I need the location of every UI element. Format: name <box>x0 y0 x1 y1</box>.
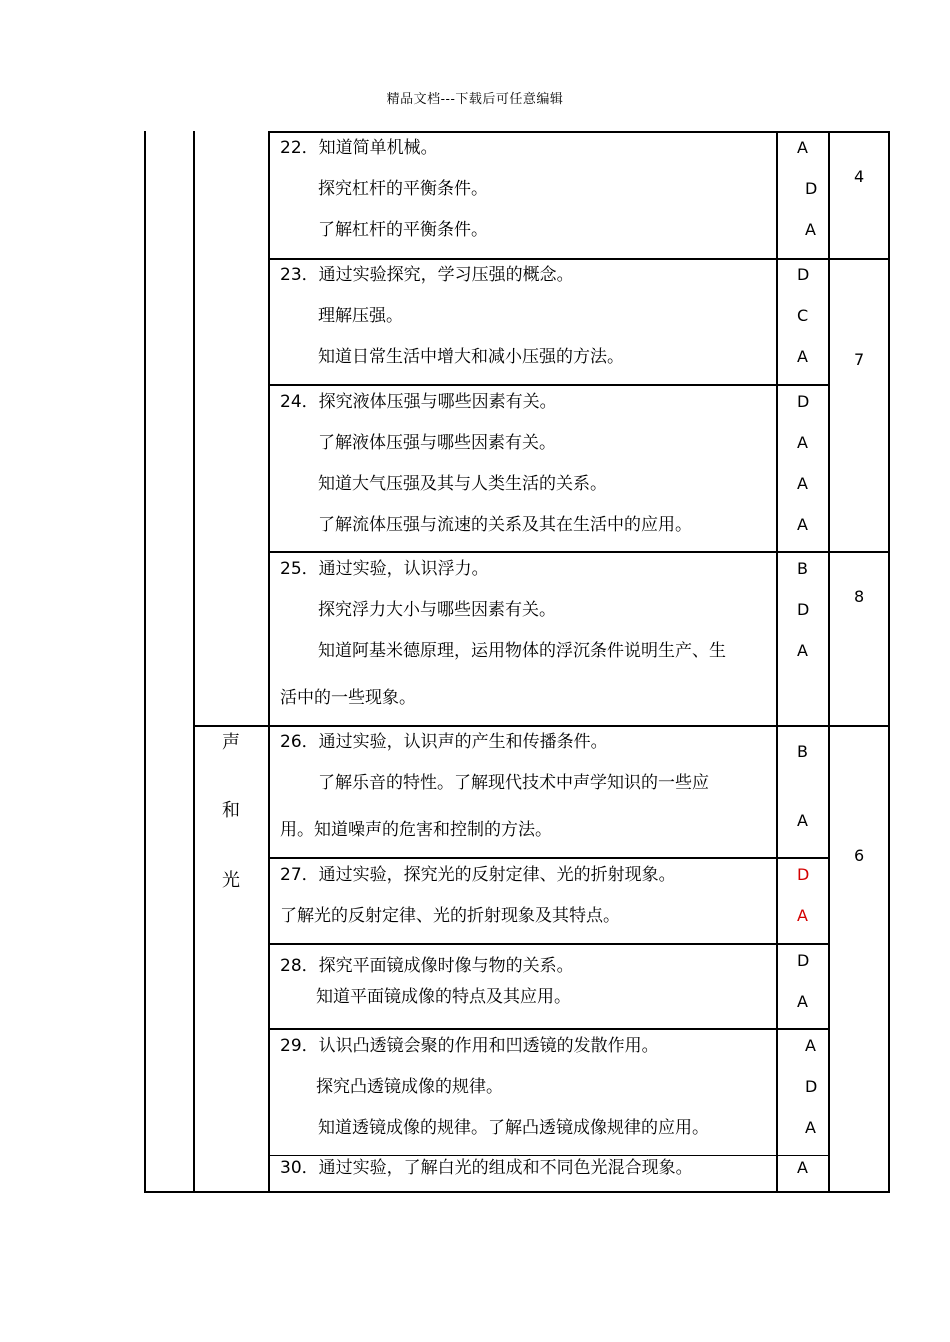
level-code: A <box>797 811 808 830</box>
level-code: A <box>797 1158 808 1177</box>
row-divider <box>268 1155 830 1156</box>
category-char: 和 <box>222 800 240 821</box>
level-code: A <box>805 1036 816 1055</box>
objective-text: 了解光的反射定律、光的折射现象及其特点。 <box>280 906 620 926</box>
objective-text: 28．探究平面镜成像时像与物的关系。 <box>280 956 574 976</box>
hours-value: 8 <box>854 587 865 606</box>
level-code: D <box>805 179 818 198</box>
hours-value: 6 <box>854 846 865 865</box>
objective-text: 知道阿基米德原理，运用物体的浮沉条件说明生产、生 <box>318 641 726 661</box>
row-divider <box>268 258 890 260</box>
objective-text: 29．认识凸透镜会聚的作用和凹透镜的发散作用。 <box>280 1036 659 1056</box>
objective-text: 24．探究液体压强与哪些因素有关。 <box>280 392 557 412</box>
row-divider <box>268 943 830 945</box>
level-code: D <box>797 951 810 970</box>
objective-text: 用。知道噪声的危害和控制的方法。 <box>280 820 552 840</box>
level-code: A <box>805 220 816 239</box>
table-border-right <box>888 131 890 1193</box>
level-code: D <box>797 265 810 284</box>
objective-text: 知道平面镜成像的特点及其应用。 <box>316 987 571 1007</box>
row-divider <box>268 1028 830 1030</box>
level-code: A <box>797 433 808 452</box>
objective-text: 理解压强。 <box>318 306 403 326</box>
objective-text: 30．通过实验，了解白光的组成和不同色光混合现象。 <box>280 1158 693 1178</box>
objective-text: 知道透镜成像的规律。了解凸透镜成像规律的应用。 <box>318 1118 709 1138</box>
hours-value: 4 <box>854 167 865 186</box>
objective-text: 知道日常生活中增大和减小压强的方法。 <box>318 347 624 367</box>
column-divider <box>776 131 778 1193</box>
objective-text: 了解杠杆的平衡条件。 <box>318 220 488 240</box>
objective-text: 了解流体压强与流速的关系及其在生活中的应用。 <box>318 515 692 535</box>
level-code: A <box>797 347 808 366</box>
row-divider <box>193 725 890 727</box>
column-divider <box>828 131 830 1193</box>
level-code-highlighted: D <box>797 865 810 884</box>
level-code: A <box>797 474 808 493</box>
page-header: 精品文档---下载后可任意编辑 <box>386 92 564 107</box>
objective-text: 探究杠杆的平衡条件。 <box>318 179 488 199</box>
objective-text: 了解乐音的特性。了解现代技术中声学知识的一些应 <box>318 773 709 793</box>
row-divider <box>268 551 890 553</box>
level-code: B <box>797 742 808 761</box>
objective-text: 22．知道简单机械。 <box>280 138 438 158</box>
level-code: D <box>805 1077 818 1096</box>
row-divider <box>268 131 890 133</box>
level-code-highlighted: A <box>797 906 808 925</box>
objective-text: 23．通过实验探究，学习压强的概念。 <box>280 265 574 285</box>
level-code: A <box>797 138 808 157</box>
objective-text: 27．通过实验，探究光的反射定律、光的折射现象。 <box>280 865 676 885</box>
level-code: D <box>797 600 810 619</box>
objective-text: 活中的一些现象。 <box>280 688 416 708</box>
category-char: 声 <box>222 732 240 753</box>
category-char: 光 <box>222 870 240 891</box>
level-code: A <box>797 641 808 660</box>
level-code: A <box>797 515 808 534</box>
column-divider <box>193 131 195 1193</box>
level-code: A <box>805 1118 816 1137</box>
objective-text: 26．通过实验，认识声的产生和传播条件。 <box>280 732 608 752</box>
row-divider <box>268 384 830 386</box>
objective-text: 探究凸透镜成像的规律。 <box>316 1077 503 1097</box>
objective-text: 知道大气压强及其与人类生活的关系。 <box>318 474 607 494</box>
level-code: D <box>797 392 810 411</box>
column-divider <box>268 131 270 1193</box>
objective-text: 探究浮力大小与哪些因素有关。 <box>318 600 556 620</box>
level-code: C <box>797 306 809 325</box>
objective-text: 25．通过实验，认识浮力。 <box>280 559 489 579</box>
table-border-left <box>144 131 146 1193</box>
row-divider <box>268 857 830 859</box>
level-code: A <box>797 992 808 1011</box>
table-border-bottom <box>144 1191 890 1193</box>
objective-text: 了解液体压强与哪些因素有关。 <box>318 433 556 453</box>
hours-value: 7 <box>854 350 865 369</box>
level-code: B <box>797 559 808 578</box>
